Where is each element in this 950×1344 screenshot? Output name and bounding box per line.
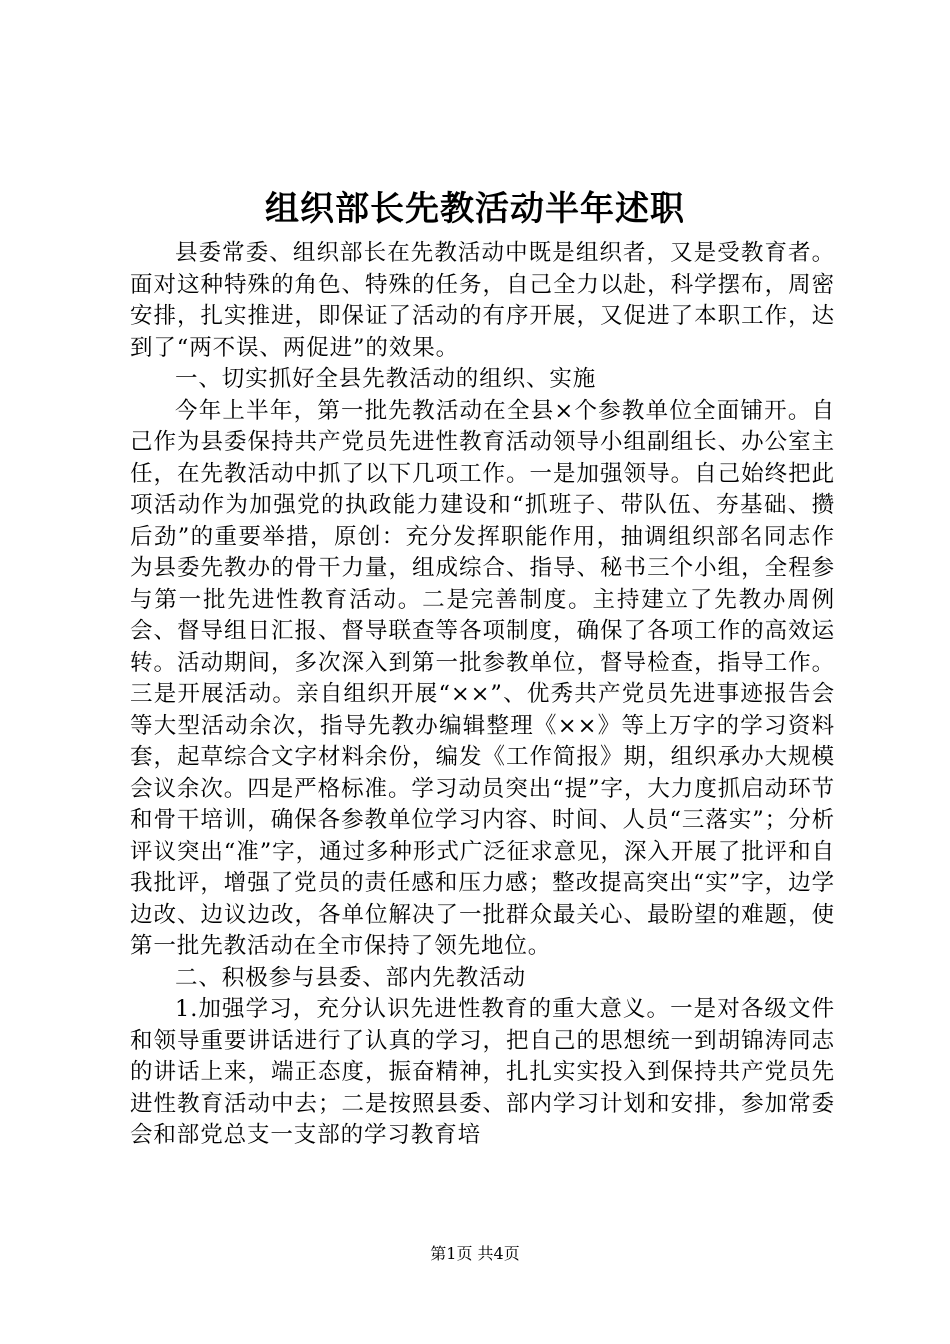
section-heading-1: 一、切实抓好全县先教活动的组织、实施 [175,366,597,392]
page-number-footer: 第1页 共4页 [430,1244,520,1263]
document-body [130,238,835,1152]
paragraph-section-1: 今年上半年，第一批先教活动在全县×个参教单位全面铺开。自己作为县委保持共产党员先进性教育活动领导小组副组长、办公室主任，在先教活动中抓了以下几项工作。一是加强领导。自己始终把此项活动作为加强党的执政能力建设和“抓班子、带队伍、夯基础、攒后劲”的重要举措，原创：充分发挥职能作用，抽调组织部名同志作为县委先教办的骨干力量，组成综合、指导、秘书三个小组，全程参与第一批先进性教育活动。二是完善制度。主持建立了先教办周例会、督导组日汇报、督导联查等各项制度，确保了各项工作的高效运转。活动期间，多次深入到第一批参教单位，督导检查，指导工作。三是开展活动。亲自组织开展“××”、优秀共产党员先进事迹报告会等大型活动余次，指导先教办编辑整理《××》等上万字的学习资料套，起草综合文字材料余份，编发《工作简报》期，组织承办大规模会议余次。四是严格标准。学习动员突出“提”字，大力度抓启动环节和骨干培训，确保各参教单位学习内容、时间、人员“三落实”；分析评议突出“准”字，通过多种形式广泛征求意见，深入开展了批评和自我批评，增强了党员的责任感和压力感；整改提高突出“实”字，边学边改、边议边改，各单位解决了一批群众最关心、最盼望的难题，使第一批先教活动在全市保持了领先地位。 [130,397,835,959]
document-title: 组织部长先教活动半年述职 [265,189,685,229]
section-heading-2: 二、积极参与县委、部内先教活动 [175,964,527,991]
paragraph-intro: 县委常委、组织部长在先教活动中既是组织者，又是受教育者。面对这种特殊的角色、特殊的任务，自己全力以赴，科学摆布，周密安排，扎实推进，即保证了活动的有序开展，又促进了本职工作，达到了“两不误、两促进”的效果。 [130,240,835,361]
paragraph-section-2-item-1: 1.加强学习，充分认识先进性教育的重大意义。一是对各级文件和领导重要讲话进行了认真的学习，把自己的思想统一到胡锦涛同志的讲话上来，端正态度，振奋精神，扎扎实实投入到保持共产党员先进性教育活动中去；二是按照县委、部内学习计划和安排，参加常委会和部党总支一支部的学习教育培 [130,996,835,1148]
